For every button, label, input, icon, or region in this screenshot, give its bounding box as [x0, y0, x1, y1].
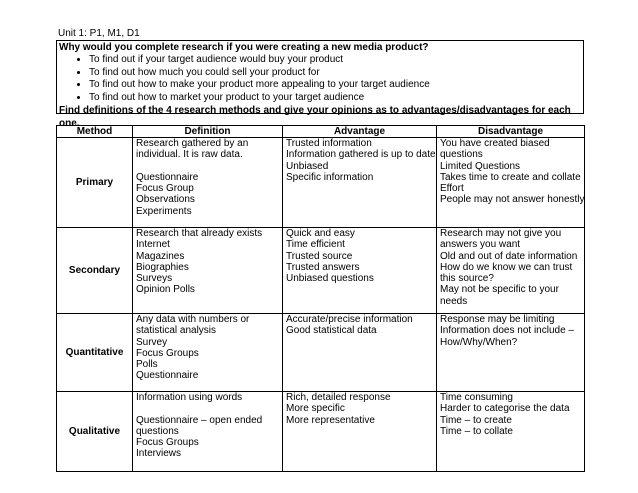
- header-method: Method: [57, 126, 133, 138]
- disadvantage-line: Response may be limiting: [440, 314, 555, 325]
- disadvantage-line: May not be specific to your: [440, 284, 559, 296]
- table-row: [57, 314, 585, 392]
- disadvantage-line: Harder to categorise the data: [440, 403, 570, 415]
- disadvantage-line: answers you want: [440, 239, 521, 251]
- table-row: [57, 228, 585, 314]
- definition-cell: [133, 228, 283, 314]
- disadvantage-line: Time – to create: [440, 414, 512, 426]
- research-question: Why would you complete research if you were creating a new media product?: [59, 42, 429, 53]
- definition-line: Focus Groups: [136, 347, 199, 359]
- advantage-line: Trusted source: [286, 250, 353, 262]
- advantage-line: Good statistical data: [286, 325, 377, 337]
- disadvantage-line: Takes time to create and collate: [440, 171, 581, 183]
- definition-line: Focus Group: [136, 183, 194, 195]
- advantage-cell: [283, 314, 437, 392]
- disadvantage-line: this source?: [440, 273, 494, 285]
- advantage-line: Trusted information: [286, 138, 372, 149]
- definition-line: individual. It is raw data.: [136, 149, 243, 161]
- definition-line: Surveys: [136, 273, 173, 285]
- method-name: Primary: [57, 138, 133, 228]
- advantage-cell: [283, 228, 437, 314]
- definition-line: Research that already exists: [136, 228, 263, 239]
- advantage-line: Quick and easy: [286, 228, 355, 239]
- header-definition: Definition: [133, 126, 283, 138]
- disadvantage-line: Information does not include –: [440, 325, 574, 337]
- reason-item: • To find out how to market your product to your target audience: [89, 92, 581, 105]
- disadvantage-line: Time consuming: [440, 392, 513, 403]
- advantage-line: Unbiased questions: [286, 273, 374, 285]
- disadvantage-line: Limited Questions: [440, 160, 521, 172]
- header-disadvantage: Disadvantage: [437, 126, 585, 138]
- task-instruction: Find definitions of the 4 research methods and give your opinions as to advantages/disadvantages for each one.: [59, 105, 571, 129]
- advantage-line: Time efficient: [286, 239, 345, 251]
- definition-line: statistical analysis: [136, 325, 217, 337]
- table-header-row: [57, 126, 585, 138]
- disadvantage-line: questions: [440, 149, 483, 161]
- advantage-line: Specific information: [286, 171, 374, 183]
- disadvantage-line: Effort: [440, 183, 464, 195]
- advantage-line: Information gathered is up to date: [286, 149, 436, 161]
- definition-line: Opinion Polls: [136, 284, 195, 296]
- disadvantage-line: needs: [440, 295, 468, 307]
- reasons-list: [59, 54, 581, 104]
- disadvantage-line: Time – to collate: [440, 425, 513, 437]
- advantage-line: More specific: [286, 403, 345, 415]
- definition-line: Internet: [136, 239, 170, 251]
- definition-cell: [133, 314, 283, 392]
- advantage-line: Trusted answers: [286, 261, 360, 273]
- disadvantage-cell: [437, 314, 585, 392]
- unit-title: Unit 1: P1, M1, D1: [58, 28, 140, 39]
- table-row: [57, 138, 585, 228]
- definition-line: Questionnaire – open ended: [136, 414, 263, 426]
- definition-line: Questionnaire: [136, 370, 199, 382]
- research-methods-table: [56, 125, 585, 472]
- definition-line: Questionnaire: [136, 171, 199, 183]
- reason-item: • To find out how to make your product more appealing to your target audience: [89, 79, 581, 92]
- advantage-cell: [283, 392, 437, 472]
- disadvantage-line: How/Why/When?: [440, 336, 518, 348]
- definition-line: Biographies: [136, 261, 189, 273]
- advantage-line: Accurate/precise information: [286, 314, 413, 325]
- definition-cell: [133, 138, 283, 228]
- definition-cell: [133, 392, 283, 472]
- advantage-line: More representative: [286, 414, 375, 426]
- blank-line: [136, 403, 279, 414]
- definition-line: Interviews: [136, 448, 182, 460]
- blank-line: [136, 161, 279, 172]
- advantage-line: Rich, detailed response: [286, 392, 391, 403]
- method-name: Qualitative: [57, 392, 133, 472]
- definition-line: Any data with numbers or: [136, 314, 250, 325]
- disadvantage-line: Old and out of date information: [440, 250, 578, 262]
- definition-line: Information using words: [136, 392, 243, 403]
- disadvantage-cell: [437, 138, 585, 228]
- definition-line: Magazines: [136, 250, 185, 262]
- reason-item: • To find out if your target audience would buy your product: [89, 54, 581, 67]
- intro-box: [56, 40, 584, 129]
- disadvantage-line: You have created biased: [440, 138, 550, 149]
- advantage-line: Unbiased: [286, 160, 329, 172]
- header-advantage: Advantage: [283, 126, 437, 138]
- definition-line: Research gathered by an: [136, 138, 249, 149]
- table-row: [57, 392, 585, 472]
- disadvantage-line: Research may not give you: [440, 228, 562, 239]
- disadvantage-cell: [437, 392, 585, 472]
- disadvantage-cell: [437, 228, 585, 314]
- disadvantage-line: How do we know we can trust: [440, 261, 573, 273]
- method-name: Quantitative: [57, 314, 133, 392]
- definition-line: questions: [136, 425, 179, 437]
- reason-item: • To find out how much you could sell your product for: [89, 67, 581, 80]
- definition-line: Polls: [136, 359, 158, 371]
- table-body: [57, 138, 585, 472]
- advantage-cell: [283, 138, 437, 228]
- definition-line: Observations: [136, 194, 195, 206]
- definition-line: Survey: [136, 336, 168, 348]
- definition-line: Experiments: [136, 205, 192, 217]
- definition-line: Focus Groups: [136, 437, 199, 449]
- disadvantage-line: People may not answer honestly: [440, 194, 585, 206]
- method-name: Secondary: [57, 228, 133, 314]
